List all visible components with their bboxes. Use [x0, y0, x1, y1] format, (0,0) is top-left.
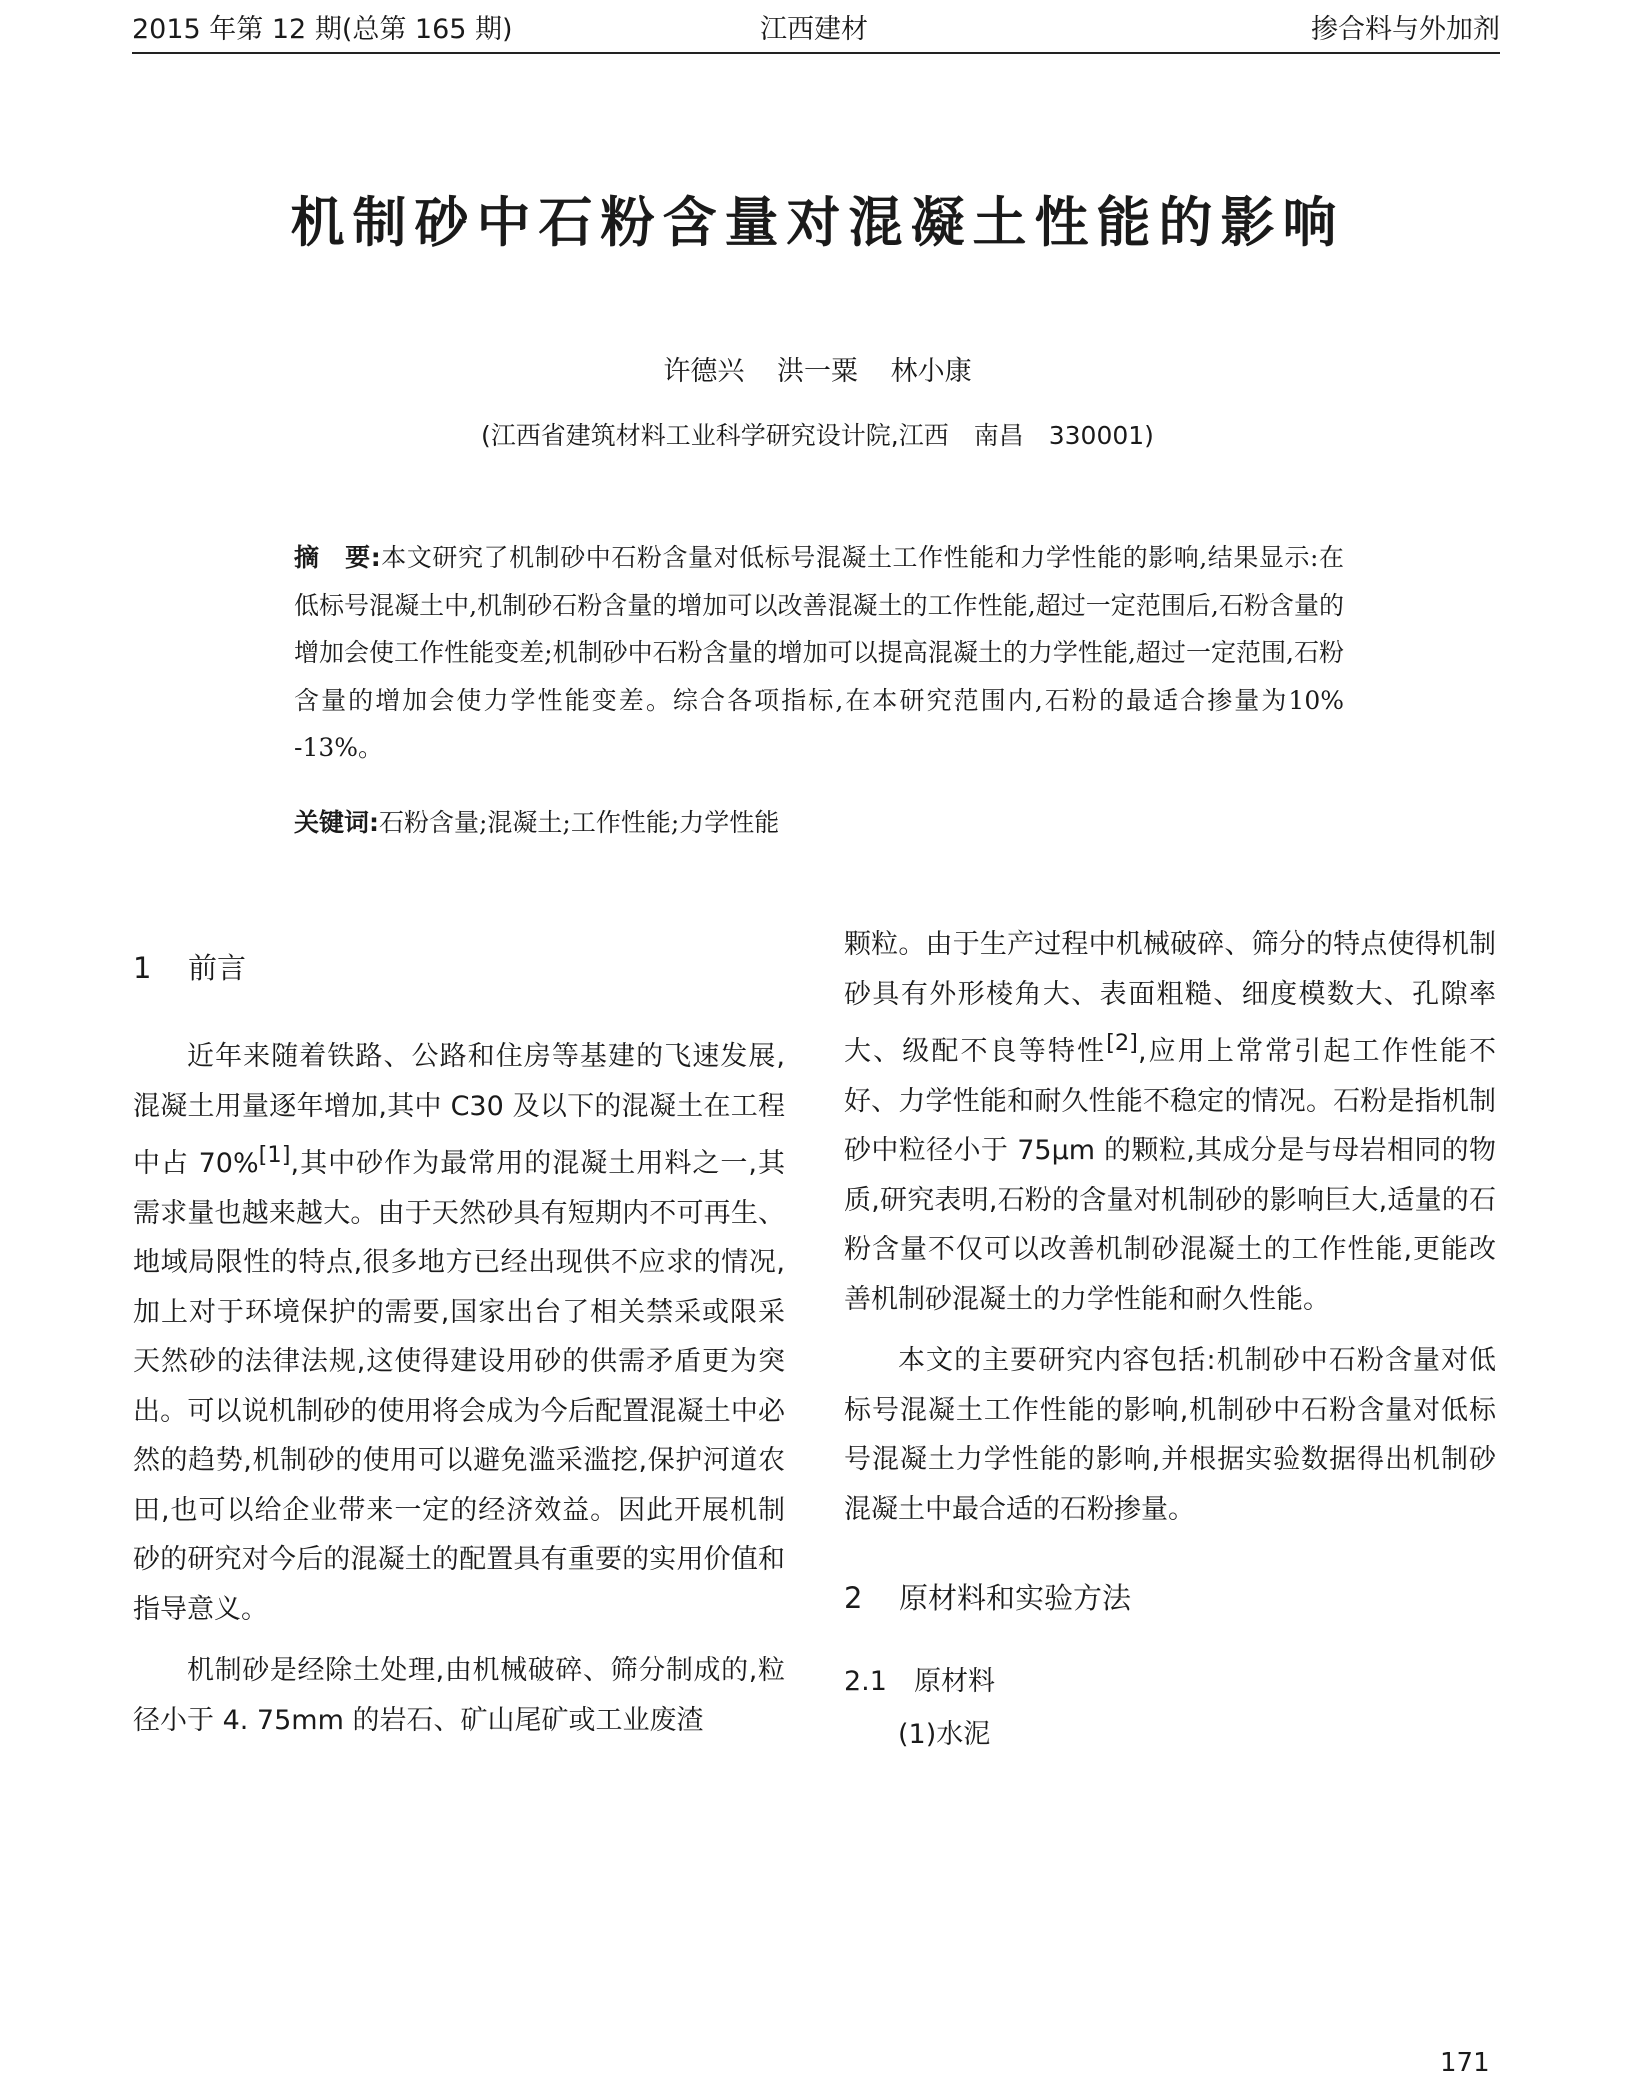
page-number: 171	[1440, 2048, 1490, 2078]
abstract-label: 摘 要:	[294, 543, 381, 572]
abstract-text: 本文研究了机制砂中石粉含量对低标号混凝土工作性能和力学性能的影响,结果显示:在低标号混凝土中,机制砂石粉含量的增加可以改善混凝土的工作性能,超过一定范围后,石粉含量的增加会使工作性能变差;机制砂中石粉含量的增加可以提高混凝土的力学性能,超过一定范围,石粉含量的增加会使力学性能变差。综合各项指标,在本研究范围内,石粉的最适合掺量为10% -13%。	[294, 543, 1344, 762]
header-journal: 江西建材	[760, 14, 868, 45]
keywords-label: 关键词:	[294, 808, 379, 837]
paragraph-text: ,应用上常常引起工作性能不好、力学性能和耐久性能不稳定的情况。石粉是指机制砂中粒径小于 75μm 的颗粒,其成分是与母岩相同的物质,研究表明,石粉的含量对机制砂的影响巨大,适量的石粉含量不仅可以改善机制砂混凝土的工作性能,更能改善机制砂混凝土的力学性能和耐久性能。	[844, 1036, 1496, 1315]
left-column	[133, 948, 785, 1745]
list-item: (1)水泥	[898, 1719, 991, 1750]
paragraph: 本文的主要研究内容包括:机制砂中石粉含量对低标号混凝土工作性能的影响,机制砂中石粉含量对低标号混凝土力学性能的影响,并根据实验数据得出机制砂混凝土中最合适的石粉掺量。	[844, 1345, 1496, 1525]
keywords	[294, 800, 1344, 846]
header-section: 掺合料与外加剂	[1311, 14, 1500, 45]
paragraph-text: 近年来随着铁路、公路和住房等基建的飞速发展,混凝土用量逐年增加,其中 C30 及以下的混凝土在工程中占 70%	[133, 1041, 785, 1179]
section-title: 前言	[188, 951, 247, 985]
keywords-text: 石粉含量;混凝土;工作性能;力学性能	[379, 808, 780, 837]
citation-ref: [1]	[258, 1142, 291, 1168]
affiliation: (江西省建筑材料工业科学研究设计院,江西 南昌 330001)	[481, 421, 1154, 450]
citation-ref: [2]	[1106, 1030, 1138, 1056]
abstract	[294, 534, 1344, 772]
paragraph-text: 颗粒。由于生产过程中机械破碎、筛分的特点使得机制砂具有外形棱角大、表面粗糙、细度模数大、孔隙率大、级配不良等特性	[844, 929, 1496, 1067]
paragraph	[844, 920, 1496, 1324]
author-name: 洪一粟	[777, 356, 858, 387]
section-title: 原材料和实验方法	[899, 1581, 1132, 1615]
header-issue: 2015 年第 12 期(总第 165 期)	[132, 14, 513, 45]
paragraph: 机制砂是经除土处理,由机械破碎、筛分制成的,粒径小于 4. 75mm 的岩石、矿山尾矿或工业废渣	[133, 1655, 785, 1736]
subsection-number: 2.1	[844, 1666, 887, 1697]
right-column	[844, 920, 1496, 1760]
section-number: 2	[844, 1581, 863, 1615]
subsection-title: 原材料	[914, 1666, 995, 1697]
author-name: 许德兴	[663, 356, 745, 387]
section-heading	[133, 948, 785, 988]
paragraph	[133, 1032, 785, 1634]
paper-title: 机制砂中石粉含量对混凝土性能的影响	[290, 191, 1345, 254]
section-number: 1	[133, 951, 152, 985]
author-list	[0, 354, 1635, 390]
section-heading	[844, 1578, 1496, 1618]
subsection-heading	[844, 1662, 1496, 1702]
paragraph-text: ,其中砂作为最常用的混凝土用料之一,其需求量也越来越大。由于天然砂具有短期内不可再生、地域局限性的特点,很多地方已经出现供不应求的情况,加上对于环境保护的需要,国家出台了相关禁采或限采天然砂的法律法规,这使得建设用砂的供需矛盾更为突出。可以说机制砂的使用将会成为今后配置混凝土中必然的趋势,机制砂的使用可以避免滥采滥挖,保护河道农田,也可以给企业带来一定的经济效益。因此开展机制砂的研究对今后的混凝土的配置具有重要的实用价值和指导意义。	[133, 1148, 785, 1625]
header-rule	[132, 52, 1500, 54]
author-name: 林小康	[890, 356, 972, 387]
